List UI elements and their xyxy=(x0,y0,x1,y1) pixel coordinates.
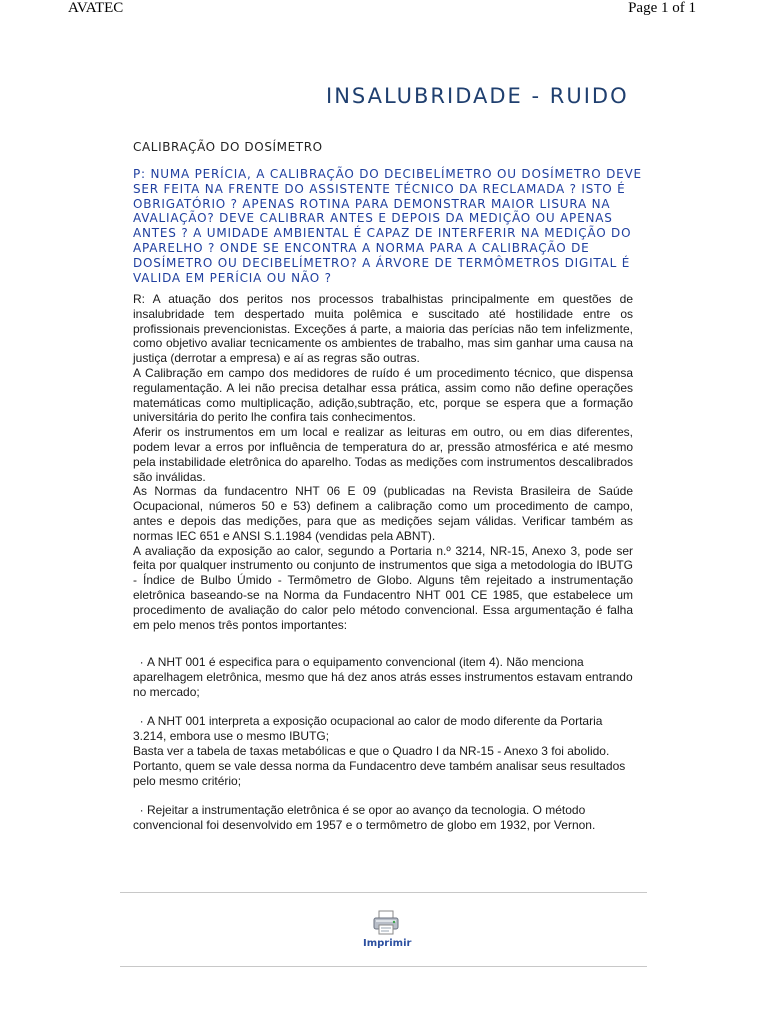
answer-paragraph: R: A atuação dos peritos nos processos trabalhistas principalmente em questões de insalubridade tem despertado muita polêmica e suscitado até hostilidade entre os profissionais prevencionistas. Exceções á parte, a maioria das perícias não tem infelizmente, como objetivo avaliar tecnicamente os ambientes de trabalho, mas sim ganhar uma causa na justiça (derrotar a empresa) e aí as regras são outras. xyxy=(133,292,633,366)
list-item xyxy=(133,655,633,699)
page-title: INSALUBRIDADE - RUIDO xyxy=(326,84,629,108)
list-item-continuation: Basta ver a tabela de taxas metabólicas e que o Quadro I da NR-15 - Anexo 3 foi abolido. Portanto, quem se vale dessa norma da Fundacentro deve também analisar seus resultados pelo mesmo critério; xyxy=(133,743,626,788)
list-item-text: Rejeitar a instrumentação eletrônica é se opor ao avanço da tecnologia. O método convencional foi desenvolvido em 1957 e o termômetro de globo em 1932, por Vernon. xyxy=(133,803,596,833)
question-text: P: NUMA PERÍCIA, A CALIBRAÇÃO DO DECIBELÍMETRO OU DOSÍMETRO DEVE SER FEITA NA FRENTE DO ASSISTENTE TÉCNICO DA RECLAMADA ? ISTO É OBRIGATÓRIO ? APENAS ROTINA PARA DEMONSTRAR MAIOR LISURA NA AVALIAÇÃO? DEVE CALIBRAR ANTES E DEPOIS DA MEDIÇÃO OU APENAS ANTES ? A UMIDADE AMBIENTAL É CAPAZ DE INTERFERIR NA MEDIÇÃO DO APARELHO ? ONDE SE ENCONTRA A NORMA PARA A CALIBRAÇÃO DE DOSÍMETRO OU DECIBELÍMETRO? A ÁRVORE DE TERMÔMETROS DIGITAL É VALIDA EM PERÍCIA OU NÃO ? xyxy=(133,167,642,285)
answer-paragraph: As Normas da fundacentro NHT 06 E 09 (publicadas na Revista Brasileira de Saúde Ocupacional, números 50 e 53) definem a calibração como um procedimento de campo, antes e depois das medições, para que as medições sejam válidas. Verificar também as normas IEC 651 e ANSI S.1.1984 (vendidas pela ABNT). xyxy=(133,484,633,543)
printer-icon[interactable] xyxy=(372,910,400,936)
answer-paragraph: Aferir os instrumentos em um local e realizar as leituras em outro, ou em dias diferentes, podem levar a erros por influência de temperatura do ar, pressão atmosférica e até mesmo pela instabilidade eletrônica do aparelho. Todas as medições com instrumentos descalibrados são inválidas. xyxy=(133,425,633,484)
bullet-list xyxy=(133,655,633,833)
bullet-marker: · xyxy=(139,714,144,729)
print-link[interactable]: Imprimir xyxy=(363,938,412,949)
bullet-marker: · xyxy=(139,803,144,818)
header-page-count: Page 1 of 1 xyxy=(628,0,696,16)
page-header xyxy=(0,0,768,20)
bullet-marker: · xyxy=(139,655,144,669)
answer-body xyxy=(133,292,633,632)
header-site-name: AVATEC xyxy=(68,0,124,16)
list-item-text: A NHT 001 é especifica para o equipamento convencional (item 4). Não menciona aparelhagem eletrônica, mesmo que há dez anos atrás esses instrumentos estavam entrando no mercado; xyxy=(133,655,633,699)
divider-top xyxy=(120,892,647,893)
answer-paragraph: A avaliação da exposição ao calor, segundo a Portaria n.º 3214, NR-15, Anexo 3, pode ser feita por qualquer instrumento ou conjunto de instrumentos que siga a metodologia do IBUTG - Índice de Bulbo Úmido - Termômetro de Globo. Alguns têm rejeitado a instrumentação eletrônica baseando-se na Norma da Fundacentro NHT 001 CE 1985, que estabelece um procedimento de avaliação do calor pelo método convencional. Essa argumentação é falha em pelo menos três pontos importantes: xyxy=(133,543,633,632)
divider-bottom xyxy=(120,966,647,967)
answer-paragraph: A Calibração em campo dos medidores de ruído é um procedimento técnico, que dispensa regulamentação. A lei não precisa detalhar essa prática, assim como não define operações matemáticas como multiplicação, adição,subtração, etc, porque se espera que a formação universitária do perito lhe confira tais conhecimentos. xyxy=(133,365,633,425)
list-item xyxy=(133,714,633,744)
section-heading: CALIBRAÇÃO DO DOSÍMETRO xyxy=(133,140,323,154)
list-item xyxy=(133,803,633,833)
list-item-text: A NHT 001 interpreta a exposição ocupacional ao calor de modo diferente da Portaria 3.214, embora use o mesmo IBUTG; xyxy=(133,714,603,744)
